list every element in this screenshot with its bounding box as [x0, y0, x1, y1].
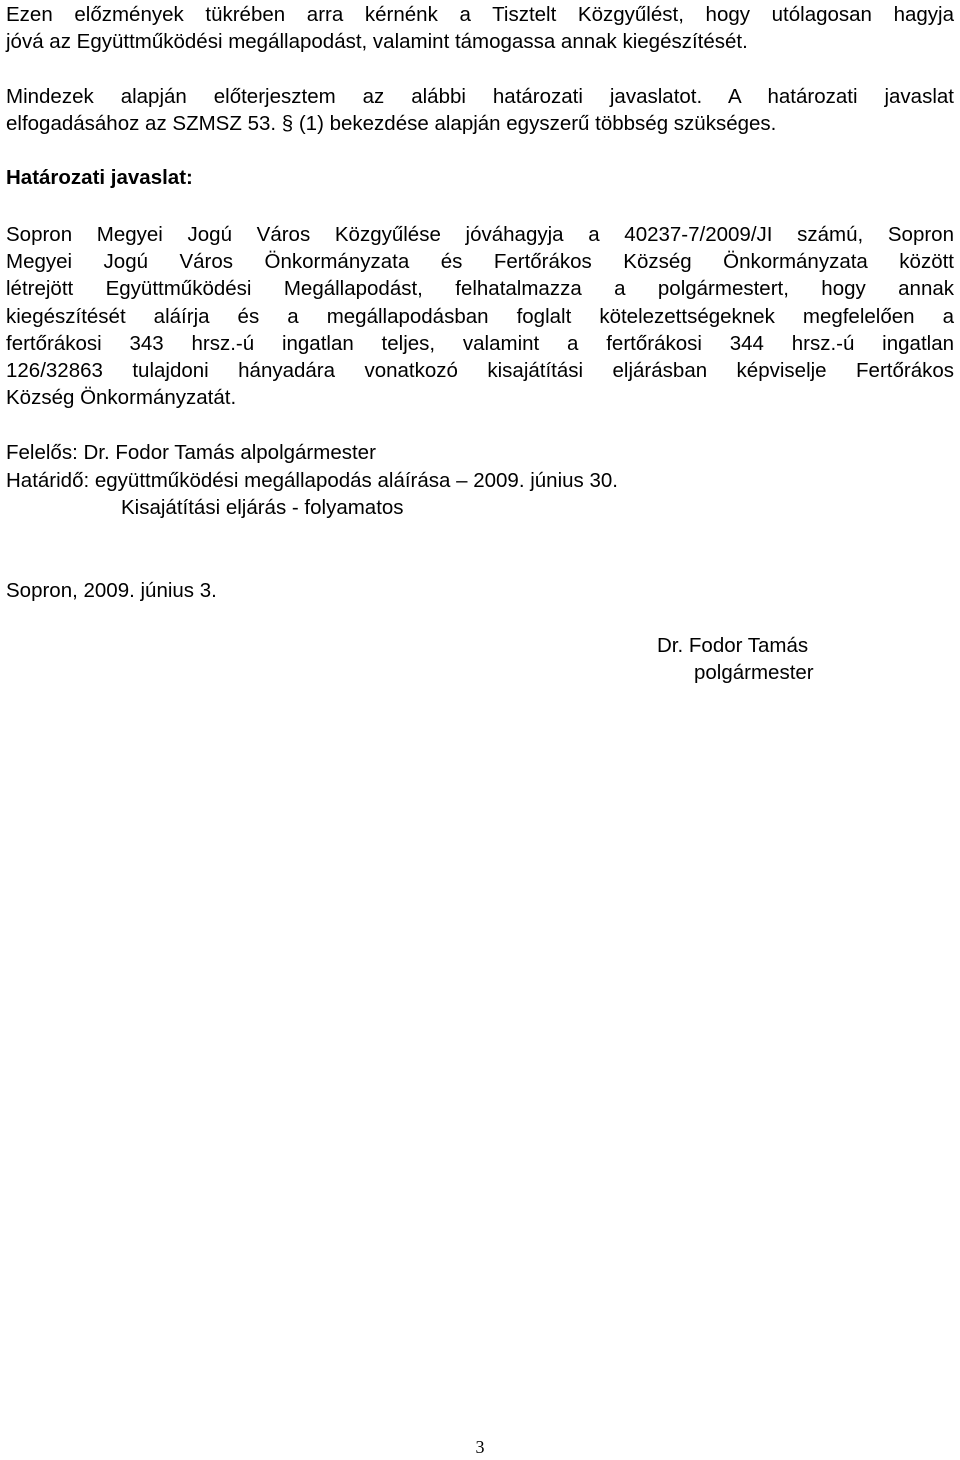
- intro-line-2: jóvá az Együttműködési megállapodást, valamint támogassa annak kiegészítését.: [6, 30, 748, 54]
- proposal-paragraph: [6, 221, 954, 411]
- deadline-line: Határidő: együttműködési megállapodás aláírása – 2009. június 30.: [6, 469, 618, 492]
- signature-name: Dr. Fodor Tamás: [657, 634, 809, 657]
- place-date: Sopron, 2009. június 3.: [6, 579, 217, 602]
- signature-title: polgármester: [694, 661, 814, 684]
- proposal-line-6: 126/32863 tulajdoni hányadára vonatkozó kisajátítási eljárásban képviselje Fertőrákos: [6, 359, 954, 383]
- basis-paragraph: [6, 83, 954, 137]
- intro-line-1: Ezen előzmények tükrében arra kérnénk a Tisztelt Közgyűlést, hogy utólagosan hagyja: [6, 3, 954, 26]
- proposal-line-2: Megyei Jogú Város Önkormányzata és Fertőrákos Község Önkormányzata között: [6, 250, 954, 274]
- proposal-line-1: Sopron Megyei Jogú Város Közgyűlése jóváhagyja a 40237-7/2009/JI számú, Sopron: [6, 223, 954, 246]
- proposal-line-4: kiegészítését aláírja és a megállapodásban foglalt kötelezettségeknek megfelelően a: [6, 304, 954, 328]
- deadline-continuation: Kisajátítási eljárás - folyamatos: [121, 496, 404, 519]
- responsible-line: Felelős: Dr. Fodor Tamás alpolgármester: [6, 441, 376, 464]
- proposal-line-3: létrejött Együttműködési Megállapodást, felhatalmazza a polgármestert, hogy annak: [6, 277, 954, 301]
- basis-line-1: Mindezek alapján előterjesztem az alábbi határozati javaslatot. A határozati javaslat: [6, 85, 954, 108]
- page-number: 3: [475, 1437, 485, 1457]
- basis-line-2: elfogadásához az SZMSZ 53. § (1) bekezdése alapján egyszerű többség szükséges.: [6, 112, 777, 136]
- intro-paragraph: [6, 1, 954, 55]
- proposal-line-5: fertőrákosi 343 hrsz.-ú ingatlan teljes, valamint a fertőrákosi 344 hrsz.-ú ingatlan: [6, 331, 954, 355]
- proposal-heading: Határozati javaslat:: [6, 166, 193, 189]
- proposal-line-7: Község Önkormányzatát.: [6, 386, 237, 410]
